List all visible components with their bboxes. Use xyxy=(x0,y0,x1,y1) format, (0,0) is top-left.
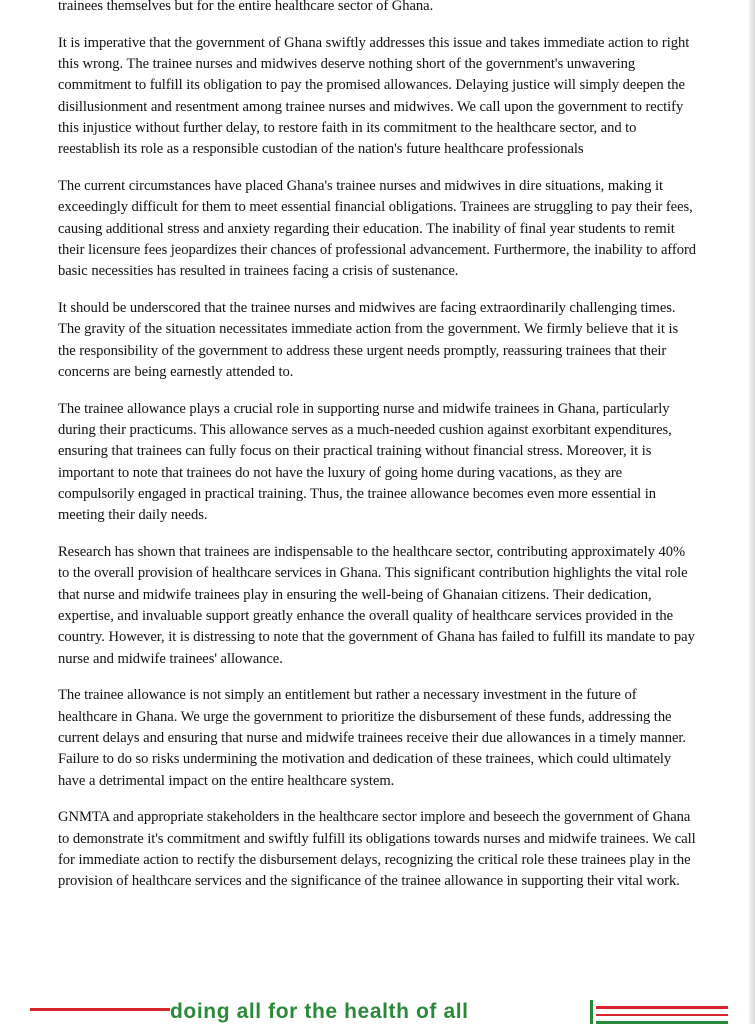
footer-slogan: doing all for the health of all xyxy=(170,1000,469,1023)
paragraph-3: The current circumstances have placed Ghana's trainee nurses and midwives in dire situations, making it exceedingly difficult for them to meet essential financial obligations. Trainees are struggling to pay their fees, causing additional stress and anxiety regarding their education. The inability of final year students to remit their licensure fees jeopardizes their chances of professional advancement. Furthermore, the inability to afford basic necessities has resulted in trainees facing a crisis of sustenance. xyxy=(58,178,697,280)
paragraph-8: GNMTA and appropriate stakeholders in the healthcare sector implore and beseech the government of Ghana to demonstrate it's commitment and swiftly fulfill its obligations towards nurses and midwife trainees. We call for immediate action to rectify the disbursement delays, recognizing the critical role these trainees play in the provision of healthcare services and the significance of the trainee allowance in supporting their vital work. xyxy=(58,809,696,890)
paragraph-4: It should be underscored that the trainee nurses and midwives are facing extraordinarily challenging times. The gravity of the situation necessitates immediate action from the government. We firmly believe that it is the responsibility of the government to address these urgent needs promptly, reassuring trainees that their concerns are being earnestly attended to. xyxy=(58,300,679,380)
paragraph-6: Research has shown that trainees are indispensable to the healthcare sector, contributing approximately 40% to the overall provision of healthcare services in Ghana. This significant contribution highlights the vital role that nurse and midwife trainees play in ensuring the well-being of Ghanaian citizens. Their dedication, expertise, and invaluable support greatly enhance the overall quality of healthcare services provided in the country. However, it is distressing to note that the government of Ghana has failed to fulfill its mandate to pay nurse and midwife trainees' allowance. xyxy=(58,544,695,667)
paragraph-7: The trainee allowance is not simply an entitlement but rather a necessary investment in the future of healthcare in Ghana. We urge the government to prioritize the disbursement of these funds, addressing the current delays and ensuring that nurse and midwife trainees receive their due allowances in a timely manner. Failure to do so risks undermining the motivation and dedication of these trainees, which could ultimately have a detrimental impact on the entire healthcare system. xyxy=(58,687,686,789)
paragraph-2: It is imperative that the government of Ghana swiftly addresses this issue and takes immediate action to right this wrong. The trainee nurses and midwives deserve nothing short of the government's unwavering commitment to fulfill its obligation to pay the promised allowances. Delaying justice will simply deepen the disillusionment and resentment among trainee nurses and midwives. We call upon the government to rectify this injustice without further delay, to restore faith in its commitment to the healthcare sector, and to reestablish its role as a responsible custodian of the nation's future healthcare professionals xyxy=(58,34,690,158)
footer-red-rule-left xyxy=(30,1008,170,1011)
paragraph-1: trainees themselves but for the entire healthcare sector of Ghana. xyxy=(58,0,434,14)
footer-red-rule-right-bottom xyxy=(596,1014,728,1016)
paragraph-5: The trainee allowance plays a crucial role in supporting nurse and midwife trainees in Ghana, particularly during their practicums. This allowance serves as a much-needed cushion against exorbitant expenditures, ensuring that trainees can fully focus on their practical training without financial stress. Moreover, it is important to note that trainees do not have the luxury of going home during vacations, as they are compulsorily engaged in practical training. Thus, the trainee allowance becomes even more essential in meeting their daily needs. xyxy=(58,400,672,524)
footer-slogan-bar xyxy=(590,1000,593,1024)
footer-red-rule-right-top xyxy=(596,1006,728,1009)
page-edge-shadow xyxy=(749,0,755,1024)
document-body xyxy=(58,0,698,908)
footer-banner xyxy=(0,996,755,1024)
